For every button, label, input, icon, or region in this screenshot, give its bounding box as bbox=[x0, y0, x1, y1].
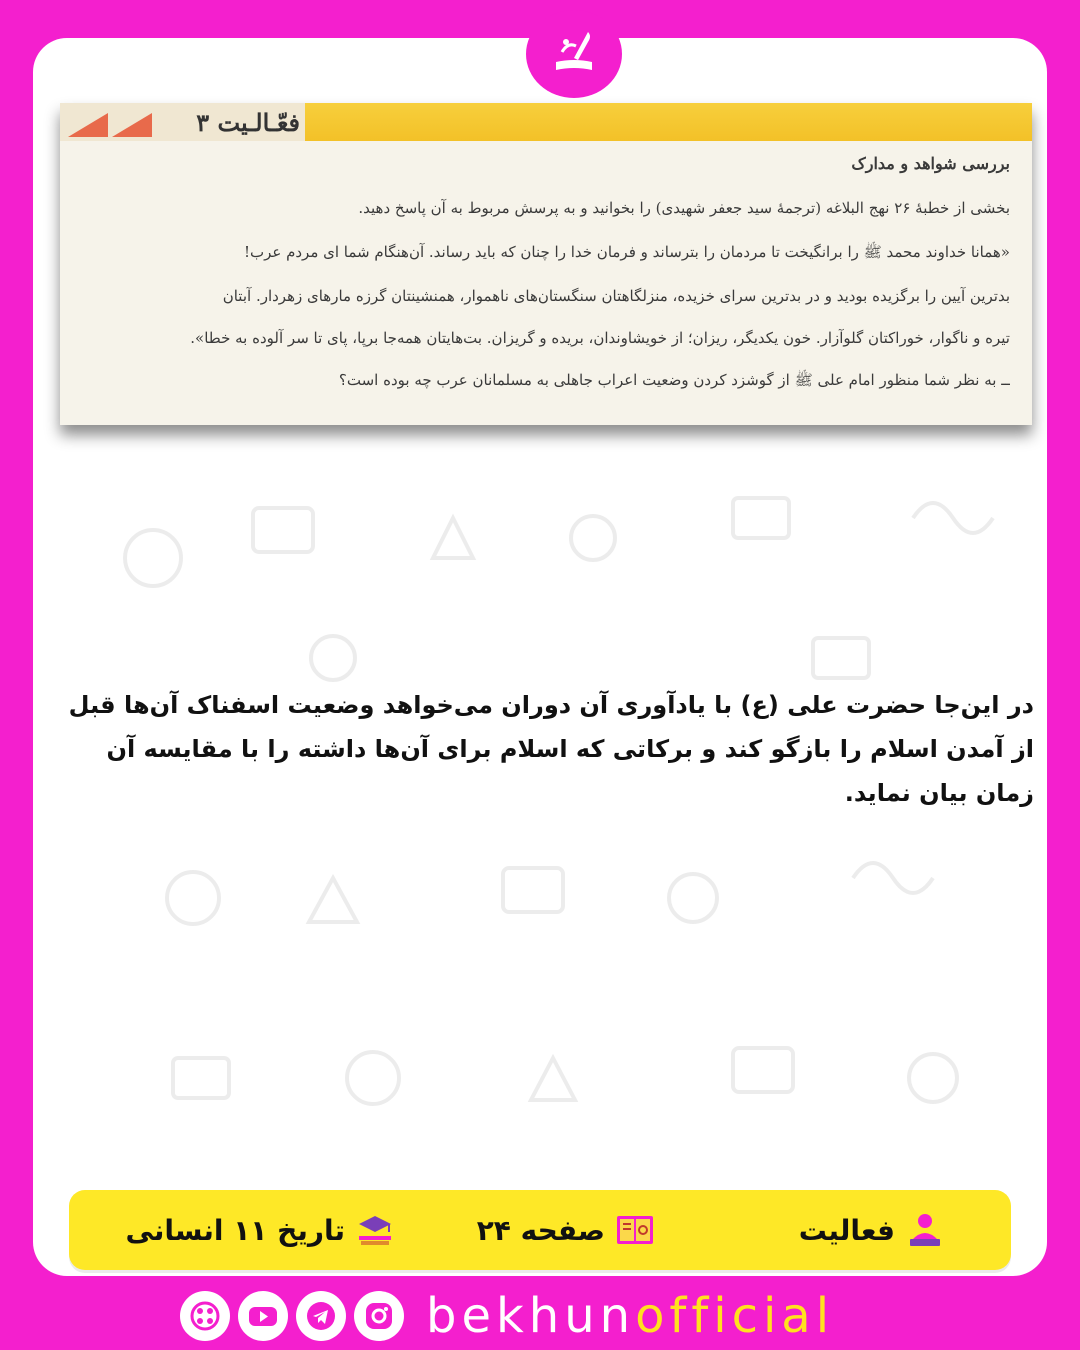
textbook-excerpt bbox=[60, 103, 1032, 425]
answer-text: در این‌جا حضرت علی (ع) با یادآوری آن دوران می‌خواهد وضعیت اسفناک آن‌ها قبل از آمدن اسلام را بازگو کند و برکاتی که اسلام برای آن‌ها داشته را با مقایسه آن زمان بیان نماید. bbox=[68, 691, 1034, 807]
brand-handle-part2: official bbox=[635, 1288, 835, 1344]
brand-handle[interactable] bbox=[426, 1288, 834, 1344]
ribbon-triangle-icon bbox=[68, 113, 108, 137]
instagram-icon bbox=[362, 1299, 396, 1333]
social-bar bbox=[180, 1288, 834, 1344]
aparat-link[interactable] bbox=[180, 1291, 230, 1341]
excerpt-header-ribbon bbox=[60, 103, 305, 141]
ribbon-triangle-icon bbox=[112, 113, 152, 137]
excerpt-question: ــ به نظر شما منظور امام علی ﷺ از گوشزد کردن وضعیت اعراب جاهلی به مسلمانان عرب چه بوده است؟ bbox=[338, 371, 1010, 389]
telegram-icon bbox=[304, 1299, 338, 1333]
footer-activity-label: فعالیت bbox=[798, 1213, 895, 1247]
excerpt-heading: بررسی شواهد و مدارک bbox=[851, 154, 1010, 173]
footer-activity bbox=[799, 1190, 945, 1270]
footer-info-bar bbox=[69, 1190, 1011, 1270]
excerpt-line: بدترین آیین را برگزیده بودید و در بدترین سرای خزیده، منزلگاهتان سنگستان‌های ناهموار، همنشینتان گرزه مارهای زهردار. آبتان bbox=[222, 287, 1010, 305]
excerpt-line: بخشی از خطبهٔ ۲۶ نهج البلاغه (ترجمهٔ سید جعفر شهیدی) را بخوانید و به پرسش مربوط به آن پاسخ دهید. bbox=[358, 199, 1010, 217]
footer-book-label: تاریخ ۱۱ انسانی bbox=[125, 1213, 345, 1247]
teacher-icon bbox=[905, 1210, 945, 1250]
footer-page bbox=[477, 1190, 655, 1270]
aparat-icon bbox=[188, 1299, 222, 1333]
pen-book-logo-icon bbox=[542, 22, 606, 86]
footer-page-label: صفحه ۲۴ bbox=[476, 1213, 605, 1247]
activity-title: فعّـالـیت ۳ bbox=[196, 108, 300, 137]
open-book-icon bbox=[615, 1210, 655, 1250]
youtube-link[interactable] bbox=[238, 1291, 288, 1341]
graduation-cap-icon bbox=[355, 1210, 395, 1250]
telegram-link[interactable] bbox=[296, 1291, 346, 1341]
excerpt-line: «همانا خداوند محمد ﷺ را برانگیخت تا مردمان را بترساند و فرمان خدا را چنان که باید رساند. آن‌هنگام شما ای مردم عرب! bbox=[243, 243, 1010, 261]
youtube-icon bbox=[246, 1299, 280, 1333]
instagram-link[interactable] bbox=[354, 1291, 404, 1341]
brand-handle-part1: bekhun bbox=[426, 1288, 636, 1344]
excerpt-line: تیره و ناگوار، خوراکتان گلوآزار. خون یکدیگر، ریزان؛ از خویشاوندان، بریده و گریزان. بت‌هایتان همه‌جا برپا، پای تا سر آلوده به خطا». bbox=[190, 329, 1010, 347]
footer-book bbox=[126, 1190, 396, 1270]
bekhun-logo bbox=[526, 10, 622, 98]
